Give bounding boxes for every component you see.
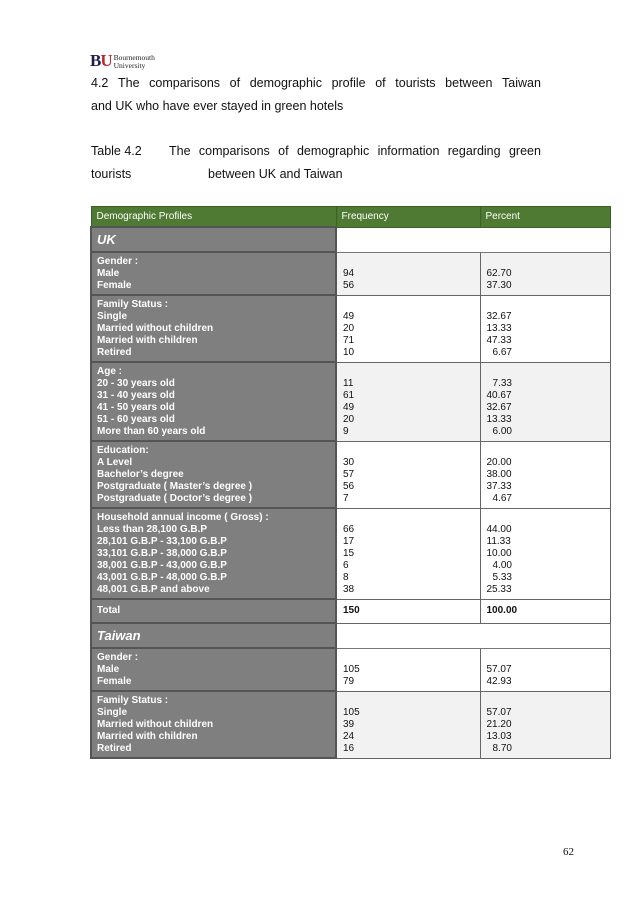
category-label: 20 - 30 years old xyxy=(97,378,175,389)
heading-word: 4.2 xyxy=(91,76,109,90)
percent-value: 5.33 xyxy=(492,571,512,583)
group-row xyxy=(91,441,610,508)
frequency-cell xyxy=(336,508,480,599)
frequency-cell xyxy=(336,441,480,508)
group-title: Gender : xyxy=(97,256,139,267)
table-header-row xyxy=(91,207,610,228)
percent-value: 42.93 xyxy=(486,675,512,687)
column-header: Percent xyxy=(480,207,610,228)
spacer xyxy=(343,366,480,378)
category-label: A Level xyxy=(97,457,133,468)
frequency-value: 66 xyxy=(343,523,355,535)
total-percent: 100.00 xyxy=(480,599,610,623)
percent-value: 13.33 xyxy=(486,413,512,425)
group-labels-cell xyxy=(91,691,336,758)
category-label: Male xyxy=(97,664,120,675)
percent-value: 32.67 xyxy=(486,310,512,322)
percent-value: 10.00 xyxy=(486,547,512,559)
frequency-value: 105 xyxy=(343,663,360,675)
percent-value: 13.03 xyxy=(486,730,512,742)
logo-mark: BU xyxy=(90,51,112,70)
section-heading-line2: and UK who have ever stayed in green hotels xyxy=(91,99,344,113)
percent-value: 40.67 xyxy=(486,389,512,401)
category-label: Postgraduate ( Master’s degree ) xyxy=(97,481,253,492)
group-title: Age : xyxy=(97,366,122,377)
frequency-value: 24 xyxy=(343,730,355,742)
group-row xyxy=(91,508,610,599)
frequency-value: 71 xyxy=(343,334,355,346)
group-title: Family Status : xyxy=(97,695,169,706)
frequency-value: 49 xyxy=(343,401,355,413)
group-labels-cell xyxy=(91,441,336,508)
group-labels-cell xyxy=(91,295,336,362)
total-frequency: 150 xyxy=(336,599,480,623)
category-label: 43,001 G.B.P - 48,000 G.B.P xyxy=(97,572,227,583)
category-label: Less than 28,100 G.B.P xyxy=(97,524,208,535)
table-caption-line2: tourists between UK and Taiwan xyxy=(91,167,343,181)
heading-word: tourists xyxy=(395,76,436,90)
percent-value: 62.70 xyxy=(486,267,512,279)
caption-word: green xyxy=(508,144,541,158)
spacer xyxy=(343,445,480,457)
caption-word: information xyxy=(377,144,440,158)
heading-word: Taiwan xyxy=(502,76,541,90)
spacer xyxy=(343,652,480,664)
percent-value: 37.30 xyxy=(486,279,512,291)
category-label: Married with children xyxy=(97,335,198,346)
caption-word: The xyxy=(169,144,191,158)
percent-value: 6.00 xyxy=(492,425,512,437)
frequency-value: 11 xyxy=(343,377,354,389)
frequency-cell xyxy=(336,691,480,758)
table-caption-label: Table 4.2 xyxy=(91,144,142,158)
group-labels-cell xyxy=(91,648,336,691)
section-blank-cell xyxy=(336,227,610,252)
frequency-value: 15 xyxy=(343,547,355,559)
group-title: Household annual income ( Gross) : xyxy=(97,512,269,523)
frequency-value: 57 xyxy=(343,468,355,480)
category-label: Single xyxy=(97,707,128,718)
page-number: 62 xyxy=(563,846,574,858)
percent-value: 37.33 xyxy=(486,480,512,492)
percent-value: 44.00 xyxy=(486,523,512,535)
heading-word: The xyxy=(118,76,140,90)
frequency-value: 8 xyxy=(343,571,349,583)
percent-value: 4.67 xyxy=(492,492,512,504)
frequency-value: 56 xyxy=(343,279,355,291)
caption-word: of xyxy=(278,144,289,158)
percent-value: 6.67 xyxy=(492,346,512,358)
category-label: 31 - 40 years old xyxy=(97,390,175,401)
frequency-value: 9 xyxy=(343,425,349,437)
category-label: 38,001 G.B.P - 43,000 G.B.P xyxy=(97,560,227,571)
heading-word: profile xyxy=(331,76,366,90)
logo-text: Bournemouth University xyxy=(113,53,155,70)
frequency-value: 7 xyxy=(343,492,349,504)
column-header: Demographic Profiles xyxy=(91,207,336,228)
percent-value: 20.00 xyxy=(486,456,512,468)
group-row xyxy=(91,295,610,362)
category-label: 48,001 G.B.P and above xyxy=(97,584,210,595)
percent-value: 57.07 xyxy=(486,663,512,675)
group-labels-cell xyxy=(91,362,336,441)
category-label: Retired xyxy=(97,743,132,754)
group-title: Gender : xyxy=(97,652,139,663)
percent-cell xyxy=(480,252,610,295)
spacer xyxy=(343,256,480,268)
percent-cell xyxy=(480,441,610,508)
section-label: Taiwan xyxy=(91,623,336,648)
frequency-value: 6 xyxy=(343,559,349,571)
percent-value: 21.20 xyxy=(486,718,512,730)
frequency-value: 20 xyxy=(343,322,355,334)
frequency-value: 39 xyxy=(343,718,355,730)
percent-value: 11.33 xyxy=(486,535,511,547)
group-labels-cell xyxy=(91,508,336,599)
percent-value: 57.07 xyxy=(486,706,512,718)
category-label: 33,101 G.B.P - 38,000 G.B.P xyxy=(97,548,227,559)
heading-word: of xyxy=(375,76,386,90)
frequency-value: 17 xyxy=(343,535,355,547)
university-logo xyxy=(90,53,155,70)
frequency-cell xyxy=(336,648,480,691)
percent-cell xyxy=(480,362,610,441)
heading-word: of xyxy=(229,76,241,90)
percent-value: 8.70 xyxy=(492,742,512,754)
frequency-cell xyxy=(336,295,480,362)
frequency-value: 79 xyxy=(343,675,355,687)
category-label: More than 60 years old xyxy=(97,426,206,437)
spacer xyxy=(343,695,480,707)
spacer xyxy=(487,366,610,378)
category-label: Female xyxy=(97,676,132,687)
group-labels-cell xyxy=(91,252,336,295)
heading-word: between xyxy=(445,76,493,90)
percent-value: 47.33 xyxy=(486,334,512,346)
percent-value: 38.00 xyxy=(486,468,512,480)
section-row xyxy=(91,227,610,252)
category-label: Female xyxy=(97,280,132,291)
column-header: Frequency xyxy=(336,207,480,228)
section-blank-cell xyxy=(336,623,610,648)
heading-word: demographic xyxy=(249,76,322,90)
group-title: Education: xyxy=(97,445,149,456)
frequency-value: 49 xyxy=(343,310,355,322)
section-label: UK xyxy=(91,227,336,252)
frequency-value: 30 xyxy=(343,456,355,468)
group-row xyxy=(91,362,610,441)
category-label: 51 - 60 years old xyxy=(97,414,175,425)
percent-cell xyxy=(480,295,610,362)
caption-word: comparisons xyxy=(198,144,270,158)
total-row xyxy=(91,599,610,623)
group-row xyxy=(91,252,610,295)
group-title: Family Status : xyxy=(97,299,169,310)
percent-value: 13.33 xyxy=(486,322,512,334)
category-label: Single xyxy=(97,311,128,322)
heading-word: comparisons xyxy=(149,76,221,90)
frequency-value: 105 xyxy=(343,706,360,718)
spacer xyxy=(487,695,610,707)
frequency-cell xyxy=(336,362,480,441)
category-label: Bachelor’s degree xyxy=(97,469,184,480)
percent-value: 25.33 xyxy=(486,583,512,595)
category-label: Married with children xyxy=(97,731,198,742)
frequency-value: 94 xyxy=(343,267,355,279)
spacer xyxy=(487,256,610,268)
frequency-cell xyxy=(336,252,480,295)
spacer xyxy=(487,299,610,311)
caption-word: demographic xyxy=(296,144,370,158)
category-label: 28,101 G.B.P - 33,100 G.B.P xyxy=(97,536,227,547)
spacer xyxy=(343,512,480,524)
demographics-table xyxy=(90,206,611,759)
percent-value: 32.67 xyxy=(486,401,512,413)
caption-word: regarding xyxy=(447,144,501,158)
frequency-value: 20 xyxy=(343,413,355,425)
category-label: Retired xyxy=(97,347,132,358)
spacer xyxy=(487,652,610,664)
category-label: Postgraduate ( Doctor’s degree ) xyxy=(97,493,253,504)
group-row xyxy=(91,648,610,691)
spacer xyxy=(343,299,480,311)
spacer xyxy=(487,512,610,524)
total-label: Total xyxy=(91,599,336,623)
group-row xyxy=(91,691,610,758)
percent-cell xyxy=(480,691,610,758)
category-label: Married without children xyxy=(97,323,214,334)
percent-cell xyxy=(480,648,610,691)
category-label: Married without children xyxy=(97,719,214,730)
frequency-value: 10 xyxy=(343,346,355,358)
category-label: 41 - 50 years old xyxy=(97,402,175,413)
spacer xyxy=(487,445,610,457)
percent-value: 4.00 xyxy=(492,559,512,571)
section-heading-line1 xyxy=(91,76,541,90)
frequency-value: 61 xyxy=(343,389,355,401)
percent-value: 7.33 xyxy=(492,377,512,389)
percent-cell xyxy=(480,508,610,599)
frequency-value: 16 xyxy=(343,742,355,754)
frequency-value: 38 xyxy=(343,583,355,595)
section-row xyxy=(91,623,610,648)
table-caption-line1 xyxy=(91,144,541,158)
frequency-value: 56 xyxy=(343,480,355,492)
category-label: Male xyxy=(97,268,120,279)
